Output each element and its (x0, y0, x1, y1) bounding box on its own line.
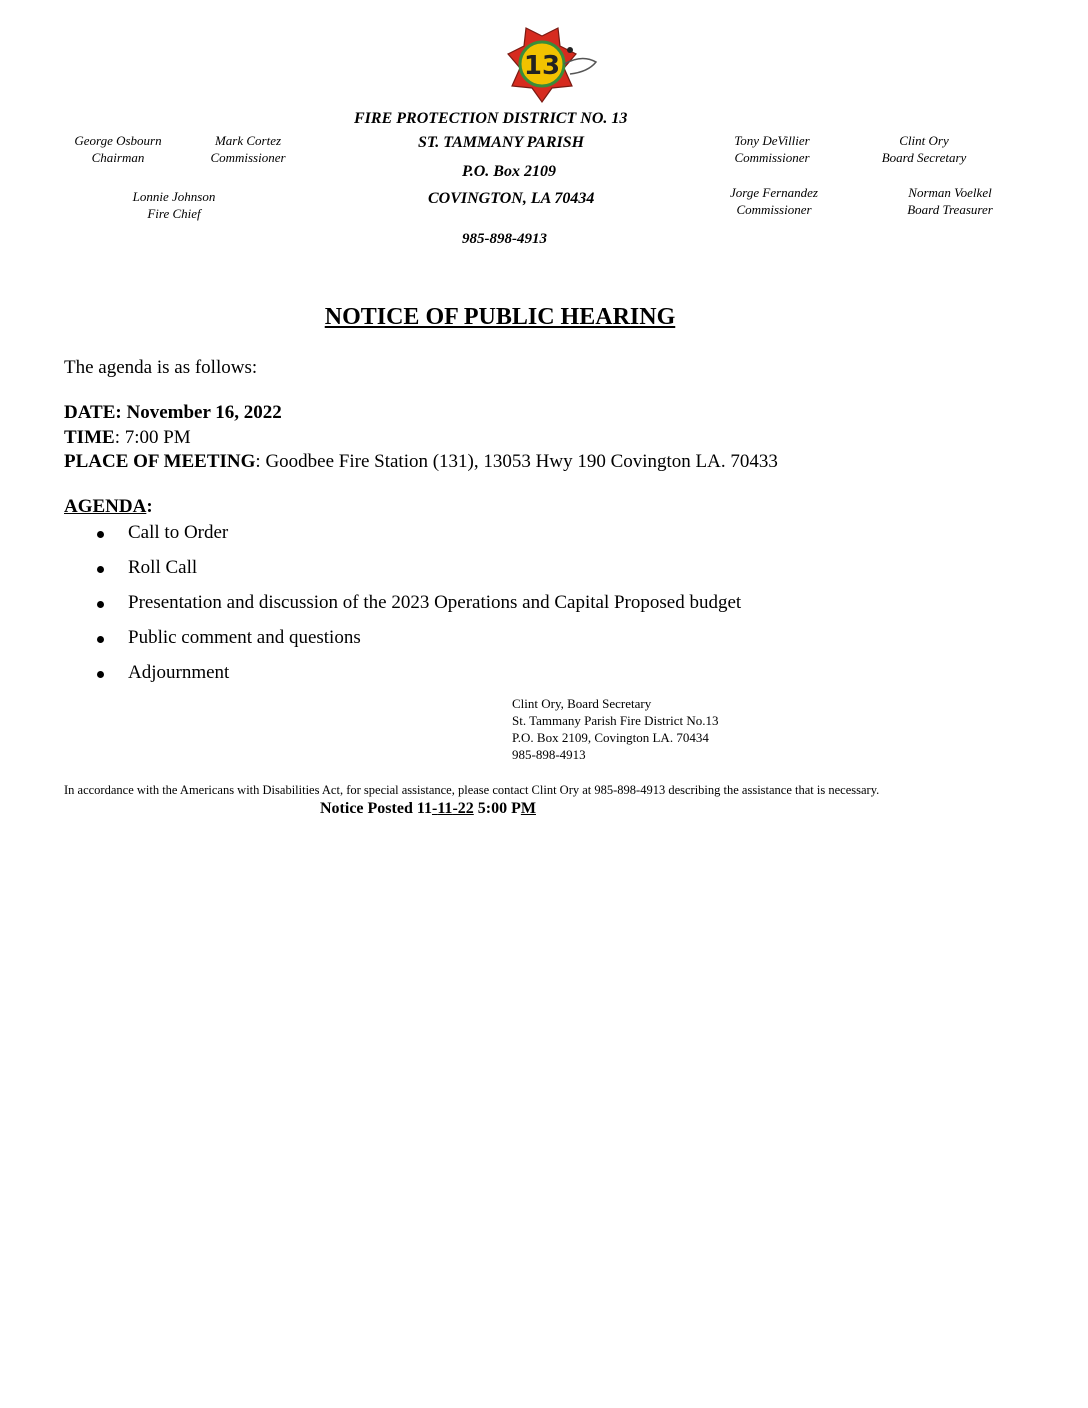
agenda-heading (64, 496, 153, 518)
official-name: George Osbourn (74, 133, 162, 148)
official-title: Commissioner (736, 202, 812, 217)
bullet-icon (97, 636, 104, 643)
header-phone: 985-898-4913 (462, 231, 547, 247)
official-title: Commissioner (734, 150, 810, 165)
agenda-colon: : (146, 496, 153, 517)
header-po-box: P.O. Box 2109 (462, 163, 556, 180)
official-name: Jorge Fernandez (730, 185, 818, 200)
bullet-icon (97, 566, 104, 573)
date-value: November 16, 2022 (126, 402, 282, 423)
signature-phone: 985-898-4913 (512, 747, 586, 762)
ada-notice: In accordance with the Americans with Disabilities Act, for special assistance, please contact Clint Ory at 985-898-4913 describing the assistance that is necessary. (64, 783, 880, 797)
posted-time: 5:00 P (473, 800, 521, 817)
agenda-item: Roll Call (128, 557, 198, 578)
official-name: Mark Cortez (214, 133, 282, 148)
signature-block (512, 695, 718, 763)
signature-name: Clint Ory, Board Secretary (512, 696, 652, 711)
bullet-icon (97, 601, 104, 608)
posted-day: 11 (437, 800, 453, 817)
signature-address: P.O. Box 2109, Covington LA. 70434 (512, 730, 709, 745)
meeting-place (64, 451, 778, 473)
official-title: Fire Chief (147, 206, 201, 221)
official-osbourn (66, 132, 170, 166)
agenda-item: Public comment and questions (128, 627, 361, 648)
bullet-icon (97, 531, 104, 538)
official-ory (872, 132, 976, 166)
place-label: PLACE OF MEETING (64, 451, 256, 472)
time-label: TIME (64, 427, 115, 448)
notice-title: NOTICE OF PUBLIC HEARING (324, 304, 676, 330)
agenda-item: Call to Order (128, 522, 229, 543)
header-parish: ST. TAMMANY PARISH (418, 134, 585, 151)
agenda-item: Presentation and discussion of the 2023 Operations and Capital Proposed budget (128, 592, 742, 613)
posted-prefix: Notice Posted 11 (320, 800, 432, 817)
time-value: : 7:00 PM (114, 427, 191, 448)
notice-posted (320, 800, 536, 818)
official-title: Chairman (91, 150, 145, 165)
official-name: Clint Ory (899, 133, 949, 148)
agenda-item: Adjournment (128, 662, 230, 683)
date-label: DATE: (64, 402, 122, 423)
official-johnson (124, 188, 224, 222)
official-fernandez (720, 184, 828, 218)
posted-dash: - (431, 800, 438, 817)
district-logo (484, 24, 604, 104)
official-title: Board Treasurer (907, 202, 993, 217)
official-name: Lonnie Johnson (132, 189, 216, 204)
agenda-label: AGENDA (64, 496, 147, 517)
official-name: Tony DeVillier (734, 133, 810, 148)
posted-year: -22 (452, 800, 474, 817)
place-value: : Goodbee Fire Station (131), 13053 Hwy 190 Covington LA. 70433 (255, 451, 778, 472)
agenda-intro: The agenda is as follows: (64, 357, 258, 378)
bullet-icon (97, 671, 104, 678)
header-city: COVINGTON, LA 70434 (428, 190, 595, 207)
meeting-date (64, 402, 282, 424)
official-cortez (200, 132, 296, 166)
official-name: Norman Voelkel (908, 185, 992, 200)
header-district-name: FIRE PROTECTION DISTRICT NO. 13 (354, 110, 628, 127)
official-title: Commissioner (210, 150, 286, 165)
meeting-time (64, 427, 191, 449)
official-title: Board Secretary (881, 150, 967, 165)
svg-text:13: 13 (523, 51, 561, 81)
official-devillier (724, 132, 820, 166)
official-voelkel (896, 184, 1004, 218)
signature-org: St. Tammany Parish Fire District No.13 (512, 713, 719, 728)
posted-m: M (520, 800, 536, 817)
